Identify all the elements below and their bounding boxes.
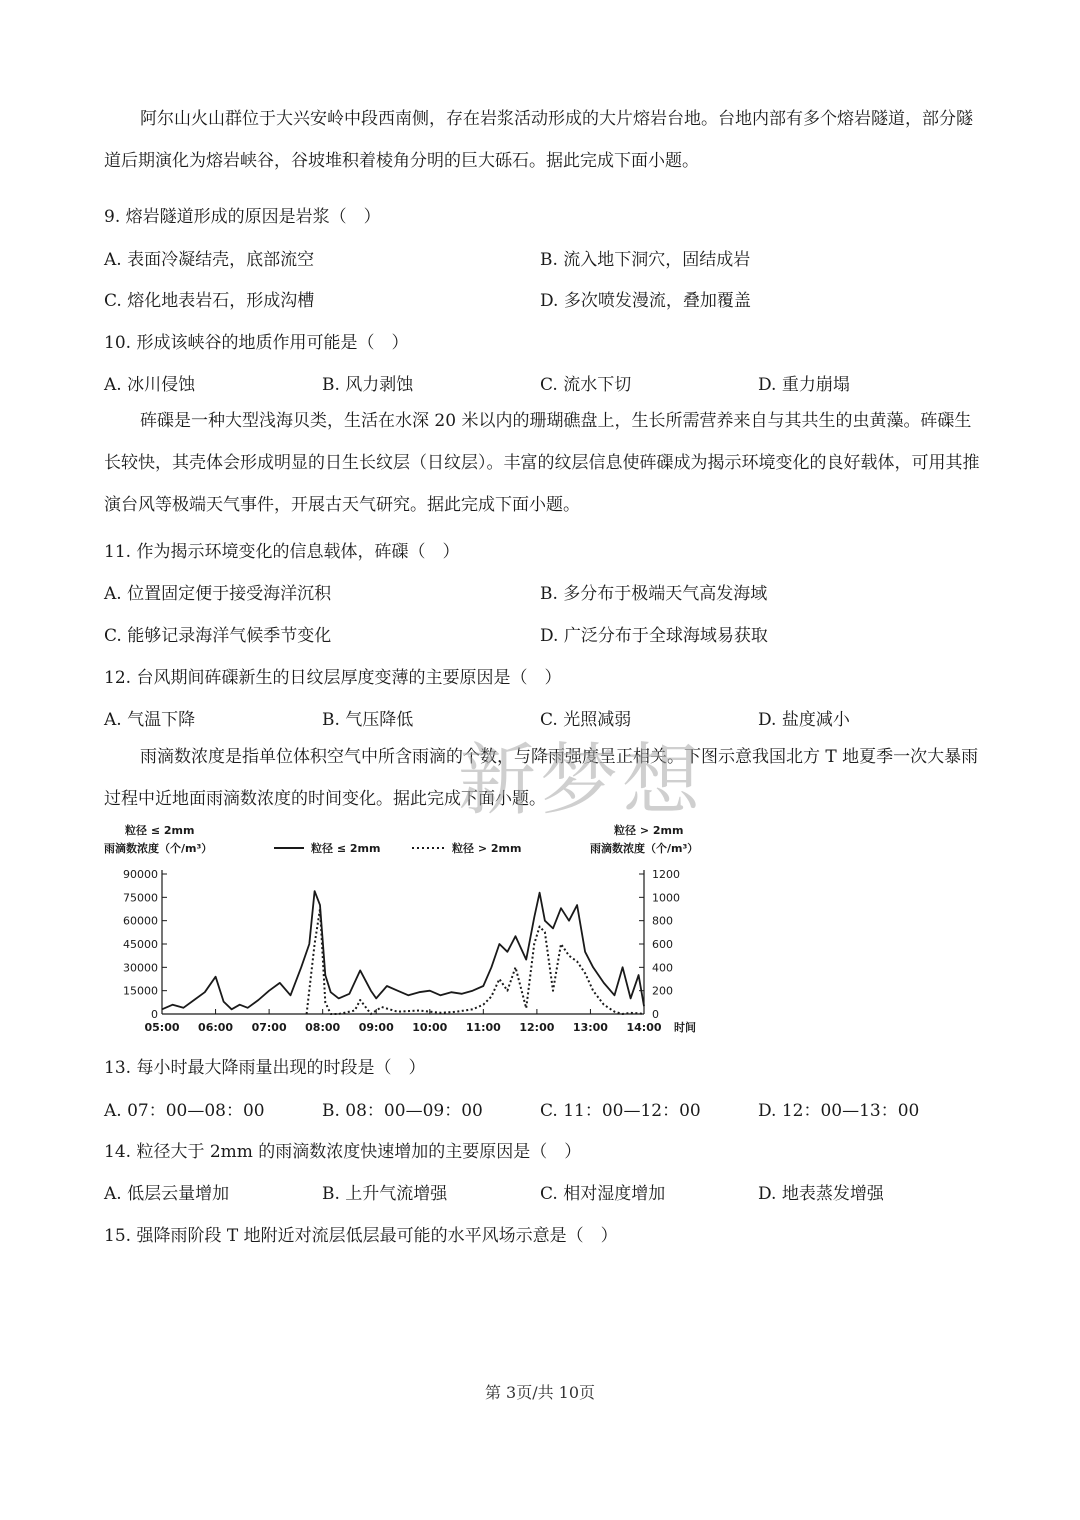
passage-3-text: 雨滴数浓度是指单位体积空气中所含雨滴的个数，与降雨强度呈正相关。下图示意我国北方 T 地夏季一次大暴雨过程中近地面雨滴数浓度的时间变化。据此完成下面小题。: [104, 747, 979, 809]
question-14-stem: 14. 粒径大于 2mm 的雨滴数浓度快速增加的主要原因是（ ）: [104, 1142, 582, 1162]
left-axis-title-line1: 粒径 ≤ 2mm: [125, 824, 195, 837]
q11-option-a[interactable]: A. 位置固定便于接受海洋沉积: [104, 584, 332, 604]
q9-option-c[interactable]: C. 熔化地表岩石，形成沟槽: [104, 291, 315, 311]
right-tick-label: 0: [652, 1008, 659, 1021]
left-tick-label: 90000: [123, 868, 158, 881]
x-tick-label: 06:00: [198, 1021, 234, 1034]
right-tick-label: 400: [652, 961, 673, 975]
question-9-stem: 9. 熔岩隧道形成的原因是岩浆（ ）: [104, 207, 381, 227]
q10-option-d[interactable]: D. 重力崩塌: [758, 375, 850, 395]
passage-2: [104, 400, 984, 526]
left-tick-label: 15000: [123, 984, 158, 998]
left-axis-title-line2: 雨滴数浓度（个/m³）: [104, 842, 213, 855]
q12-option-d[interactable]: D. 盐度减小: [758, 710, 850, 730]
x-tick-label: 10:00: [412, 1021, 448, 1034]
x-tick-label: 08:00: [305, 1021, 341, 1034]
x-axis-label: 时间: [674, 1021, 696, 1034]
series-line-large-drops: [307, 909, 644, 1014]
right-tick-label: 600: [652, 938, 673, 951]
q10-option-a[interactable]: A. 冰川侵蚀: [104, 375, 196, 395]
left-tick-label: 45000: [123, 938, 158, 951]
right-tick-label: 1200: [652, 868, 680, 881]
legend-label-small: 粒径 ≤ 2mm: [311, 842, 381, 855]
left-tick-label: 0: [151, 1008, 158, 1021]
q14-option-b[interactable]: B. 上升气流增强: [322, 1184, 448, 1204]
passage-1-text: 阿尔山火山群位于大兴安岭中段西南侧，存在岩浆活动形成的大片熔岩台地。台地内部有多个熔岩隧道，部分隧道后期演化为熔岩峡谷，谷坡堆积着棱角分明的巨大砾石。据此完成下面小题。: [104, 109, 973, 171]
q9-option-a[interactable]: A. 表面冷凝结壳，底部流空: [104, 250, 315, 270]
q10-option-c[interactable]: C. 流水下切: [540, 375, 632, 395]
passage-1: [104, 98, 984, 182]
q11-option-d[interactable]: D. 广泛分布于全球海域易获取: [540, 626, 768, 646]
left-tick-label: 75000: [123, 891, 158, 905]
left-tick-label: 30000: [123, 961, 158, 975]
q10-option-b[interactable]: B. 风力剥蚀: [322, 375, 414, 395]
q9-option-d[interactable]: D. 多次喷发漫流，叠加覆盖: [540, 291, 751, 311]
left-tick-label: 60000: [123, 914, 158, 928]
q13-option-b[interactable]: B. 08：00—09：00: [322, 1101, 483, 1121]
q11-option-b[interactable]: B. 多分布于极端天气高发海域: [540, 584, 768, 604]
x-tick-label: 05:00: [144, 1021, 180, 1034]
right-tick-label: 800: [652, 914, 673, 928]
right-axis-title-line2: 雨滴数浓度（个/m³）: [590, 842, 699, 855]
x-tick-label: 14:00: [626, 1021, 662, 1034]
q14-option-c[interactable]: C. 相对湿度增加: [540, 1184, 666, 1204]
question-13-stem: 13. 每小时最大降雨量出现的时段是（ ）: [104, 1058, 426, 1078]
question-11-stem: 11. 作为揭示环境变化的信息载体，砗磲（ ）: [104, 542, 460, 562]
q13-option-d[interactable]: D. 12：00—13：00: [758, 1101, 920, 1121]
q14-option-d[interactable]: D. 地表蒸发增强: [758, 1184, 884, 1204]
x-tick-label: 12:00: [519, 1021, 555, 1034]
right-tick-label: 1000: [652, 891, 680, 905]
legend-label-large: 粒径 > 2mm: [452, 842, 522, 855]
right-tick-label: 200: [652, 984, 673, 998]
page-footer: 第 3页/共 10页: [484, 1383, 596, 1402]
q9-option-b[interactable]: B. 流入地下洞穴，固结成岩: [540, 250, 751, 270]
q14-option-a[interactable]: A. 低层云量增加: [104, 1184, 230, 1204]
watermark: 新梦想: [458, 736, 705, 826]
q13-option-a[interactable]: A. 07：00—08：00: [104, 1101, 265, 1121]
x-tick-label: 11:00: [465, 1021, 501, 1034]
q12-option-c[interactable]: C. 光照减弱: [540, 710, 632, 730]
q11-option-c[interactable]: C. 能够记录海洋气候季节变化: [104, 626, 332, 646]
q12-option-a[interactable]: A. 气温下降: [104, 710, 196, 730]
question-12-stem: 12. 台风期间砗磲新生的日纹层厚度变薄的主要原因是（ ）: [104, 668, 562, 688]
raindrop-concentration-chart: [100, 818, 720, 1040]
passage-2-text: 砗磲是一种大型浅海贝类，生活在水深 20 米以内的珊瑚礁盘上，生长所需营养来自与其共生的虫黄藻。砗磲生长较快，其壳体会形成明显的日生长纹层（日纹层）。丰富的纹层信息使砗磲成为揭示环境变化的良好载体，可用其推演台风等极端天气事件，开展古天气研究。据此完成下面小题。: [104, 411, 980, 515]
q13-option-c[interactable]: C. 11：00—12：00: [540, 1101, 701, 1121]
x-tick-label: 09:00: [358, 1021, 394, 1034]
q12-option-b[interactable]: B. 气压降低: [322, 710, 414, 730]
question-10-stem: 10. 形成该峡谷的地质作用可能是（ ）: [104, 333, 409, 353]
question-15-stem: 15. 强降雨阶段 T 地附近对流层低层最可能的水平风场示意是（ ）: [104, 1226, 618, 1246]
right-axis-title-line1: 粒径 > 2mm: [614, 824, 684, 837]
series-line-small-drops: [162, 891, 644, 1009]
x-tick-label: 13:00: [572, 1021, 608, 1034]
x-tick-label: 07:00: [251, 1021, 287, 1034]
